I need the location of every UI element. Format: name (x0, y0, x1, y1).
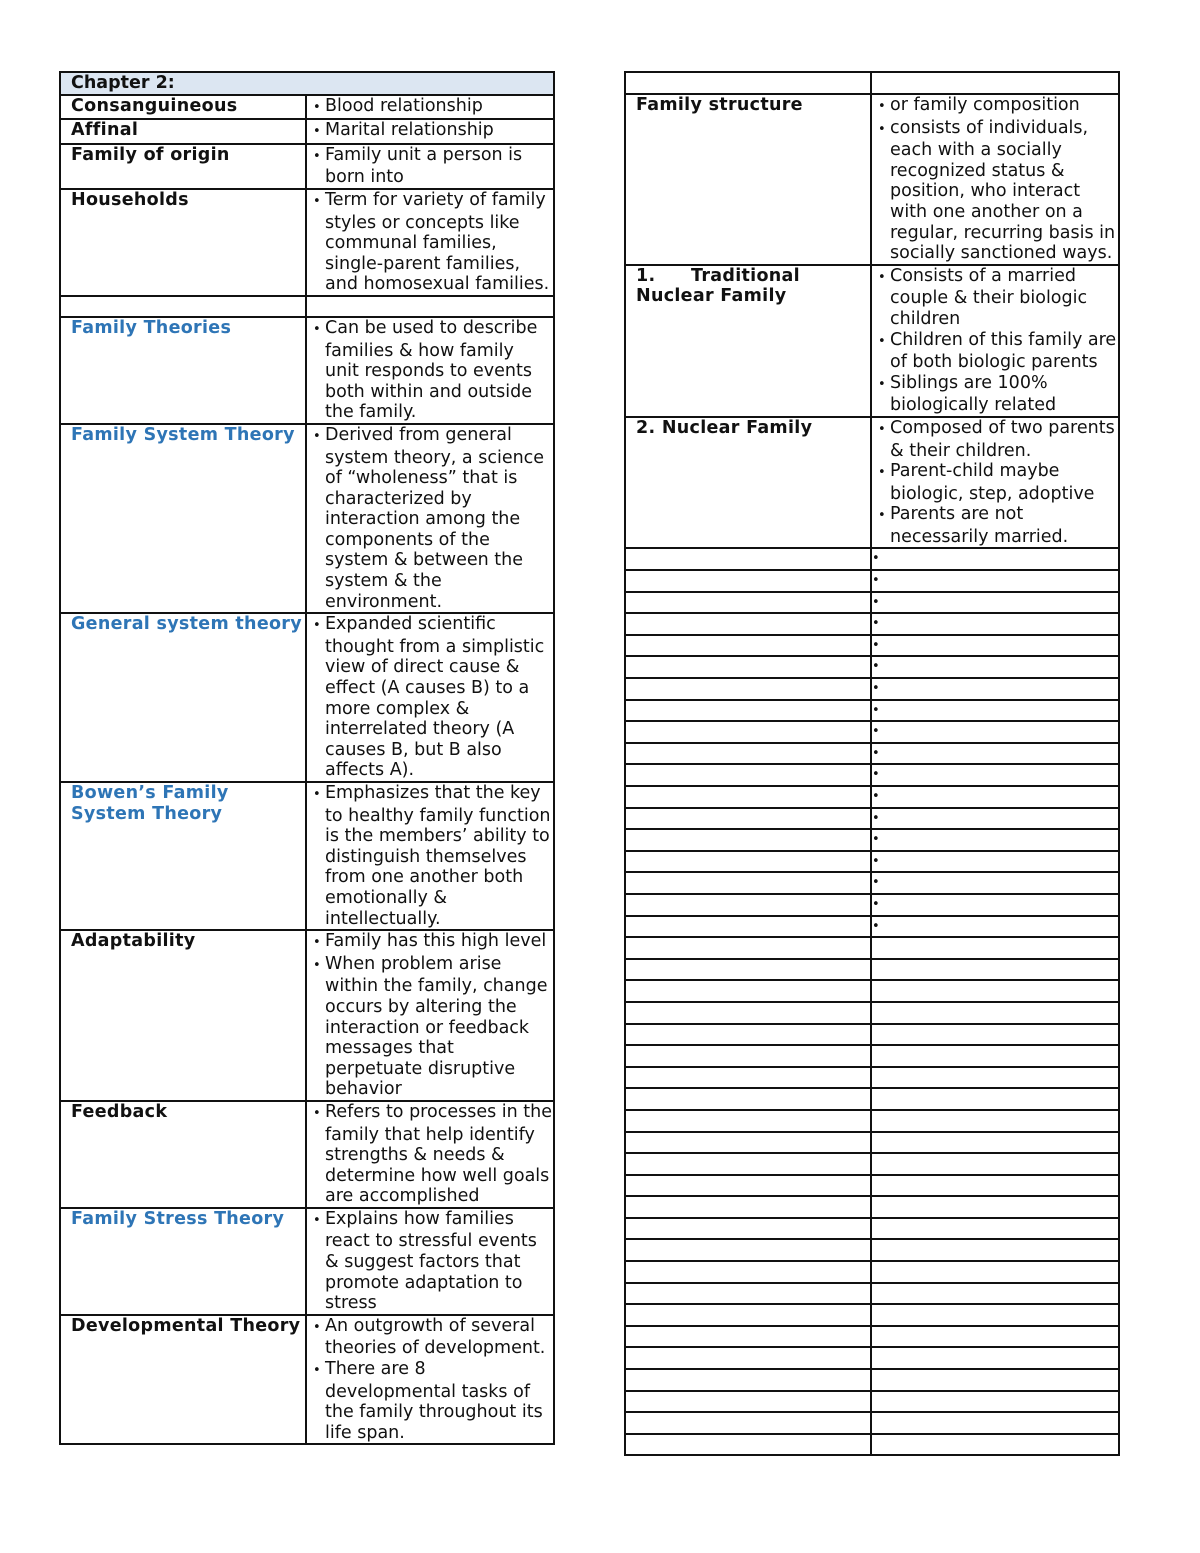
blank-cell (871, 1196, 1119, 1218)
bullet-marker: • (871, 700, 1119, 722)
empty-bullet-row (625, 656, 1119, 678)
bullet-marker: • (871, 829, 1119, 851)
blank-cell (625, 980, 871, 1002)
bullet-marker: • (871, 764, 1119, 786)
table-row (60, 1208, 554, 1315)
blank-cell (625, 808, 871, 830)
blank-cell (871, 1347, 1119, 1369)
blank-cell (625, 959, 871, 981)
blank-cell (871, 1326, 1119, 1348)
empty-row (625, 1304, 1119, 1326)
definition-cell (306, 317, 554, 424)
definition-cell (306, 296, 554, 317)
blank-cell (625, 592, 871, 614)
blank-cell (871, 937, 1119, 959)
empty-row (625, 959, 1119, 981)
table-row (60, 317, 554, 424)
blank-cell (625, 1045, 871, 1067)
bullet-item: • or family composition (874, 95, 1118, 118)
blank-cell (625, 1239, 871, 1261)
blank-cell (625, 678, 871, 700)
blank-cell (871, 959, 1119, 981)
bullet-marker: • (871, 894, 1119, 916)
empty-bullet-row (625, 743, 1119, 765)
bullet-marker: • (871, 743, 1119, 765)
bullet-item: • Consists of a married couple & their biologic children (874, 266, 1118, 330)
bullet-marker: • (871, 872, 1119, 894)
table-row (60, 782, 554, 930)
term-cell: Family structure (625, 94, 871, 265)
empty-row (625, 1412, 1119, 1434)
blank-cell (625, 1196, 871, 1218)
empty-row (625, 1434, 1119, 1456)
bullet-marker: • (871, 786, 1119, 808)
bullet-item: • An outgrowth of several theories of development. (309, 1316, 553, 1359)
bullet-item: • Refers to processes in the family that help identify strengths & needs & determine how well goals are accomplished (309, 1102, 553, 1207)
bullet-marker: • (871, 721, 1119, 743)
blank-cell (625, 1175, 871, 1197)
bullet-item: • Siblings are 100% biologically related (874, 373, 1118, 416)
bullet-item: • Can be used to describe families & how family unit responds to events both within and outside the family. (309, 318, 553, 423)
blank-cell (625, 894, 871, 916)
blank-cell (625, 570, 871, 592)
empty-bullet-row (625, 916, 1119, 938)
definition-cell (306, 424, 554, 613)
blank-cell (625, 916, 871, 938)
bullet-marker: • (871, 635, 1119, 657)
bullet-marker: • (871, 548, 1119, 570)
empty-row (625, 1347, 1119, 1369)
empty-row (625, 1002, 1119, 1024)
definition-cell (306, 119, 554, 144)
table-row (60, 930, 554, 1101)
blank-cell (871, 1132, 1119, 1154)
term-cell: Households (60, 189, 306, 296)
blank-cell (625, 764, 871, 786)
bullet-marker: • (871, 678, 1119, 700)
term-cell: Family of origin (60, 144, 306, 189)
bullet-item: • Children of this family are of both biologic parents (874, 330, 1118, 373)
blank-cell (871, 1239, 1119, 1261)
blank-cell (871, 1261, 1119, 1283)
empty-row (625, 1088, 1119, 1110)
empty-bullet-row (625, 786, 1119, 808)
empty-bullet-row (625, 851, 1119, 873)
bullet-item: • Composed of two parents & their children. (874, 418, 1118, 461)
empty-row (625, 1196, 1119, 1218)
blank-cell (625, 872, 871, 894)
definition-cell (306, 782, 554, 930)
empty-row (625, 1283, 1119, 1305)
blank-cell (625, 72, 871, 94)
bullet-item: • Family unit a person is born into (309, 145, 553, 188)
table-row (60, 189, 554, 296)
empty-bullet-row (625, 592, 1119, 614)
blank-cell (625, 1132, 871, 1154)
blank-cell (625, 743, 871, 765)
blank-cell (871, 1434, 1119, 1456)
blank-cell (625, 700, 871, 722)
bullet-marker: • (871, 613, 1119, 635)
blank-cell (871, 1045, 1119, 1067)
empty-row (625, 1024, 1119, 1046)
bullet-marker: • (871, 656, 1119, 678)
bullet-item: • Expanded scientific thought from a simplistic view of direct cause & effect (A causes B) to a more complex & interrelated theory (A causes B, but B also affects A). (309, 614, 553, 781)
definition-cell (306, 613, 554, 782)
empty-bullet-row (625, 894, 1119, 916)
bullet-item: • Parents are not necessarily married. (874, 504, 1118, 547)
empty-row (625, 1175, 1119, 1197)
blank-cell (625, 1153, 871, 1175)
blank-cell (625, 1067, 871, 1089)
blank-cell (871, 1002, 1119, 1024)
term-cell: 1. Traditional Nuclear Family (625, 265, 871, 417)
bullet-item: • consists of individuals, each with a socially recognized status & position, who interact with one another on a regular, recurring basis in socially sanctioned ways. (874, 118, 1118, 264)
header-blank-row (625, 72, 1119, 94)
table-row (625, 94, 1119, 265)
term-cell: General system theory (60, 613, 306, 782)
definition-cell (306, 1101, 554, 1208)
bullet-item: • Emphasizes that the key to healthy family function is the members’ ability to distinguish themselves from one another both emotionally & intellectually. (309, 783, 553, 929)
empty-row (625, 1110, 1119, 1132)
blank-cell (625, 635, 871, 657)
empty-row (625, 1391, 1119, 1413)
term-cell: Developmental Theory (60, 1315, 306, 1445)
empty-bullet-row (625, 808, 1119, 830)
bullet-item: • Term for variety of family styles or concepts like communal families, single-parent families, and homosexual families. (309, 190, 553, 295)
empty-row (625, 1132, 1119, 1154)
blank-cell (625, 1261, 871, 1283)
blank-cell (625, 1088, 871, 1110)
definition-cell (306, 1315, 554, 1445)
empty-row (625, 1153, 1119, 1175)
empty-bullet-row (625, 613, 1119, 635)
blank-cell (871, 1369, 1119, 1391)
empty-bullet-row (625, 700, 1119, 722)
blank-cell (871, 1110, 1119, 1132)
blank-cell (625, 937, 871, 959)
blank-cell (871, 1412, 1119, 1434)
blank-cell (625, 1369, 871, 1391)
definition-cell (306, 930, 554, 1101)
empty-bullet-row (625, 872, 1119, 894)
definition-cell (871, 265, 1119, 417)
chapter-title-row (60, 72, 554, 95)
table-row (60, 119, 554, 144)
bullet-marker: • (871, 916, 1119, 938)
table-row (625, 265, 1119, 417)
empty-row (625, 1369, 1119, 1391)
blank-cell (625, 1110, 871, 1132)
definition-cell (871, 94, 1119, 265)
term-cell (60, 296, 306, 317)
empty-bullet-row (625, 548, 1119, 570)
empty-bullet-row (625, 678, 1119, 700)
empty-row (625, 1326, 1119, 1348)
blank-cell (625, 1304, 871, 1326)
blank-cell (625, 1391, 871, 1413)
blank-cell (871, 1304, 1119, 1326)
bullet-item: • Marital relationship (309, 120, 553, 143)
blank-cell (625, 721, 871, 743)
blank-cell (625, 829, 871, 851)
blank-cell (625, 786, 871, 808)
term-cell: Feedback (60, 1101, 306, 1208)
empty-row (625, 937, 1119, 959)
blank-cell (871, 1067, 1119, 1089)
left-table (59, 71, 555, 1445)
table-row (60, 424, 554, 613)
blank-cell (625, 1326, 871, 1348)
blank-cell (625, 548, 871, 570)
term-cell: Family Theories (60, 317, 306, 424)
bullet-item: • There are 8 developmental tasks of the family throughout its life span. (309, 1359, 553, 1443)
blank-cell (871, 980, 1119, 1002)
term-cell: Consanguineous (60, 95, 306, 120)
bullet-item: • Parent-child maybe biologic, step, adoptive (874, 461, 1118, 504)
term-cell: Adaptability (60, 930, 306, 1101)
blank-cell (871, 1283, 1119, 1305)
empty-row (625, 980, 1119, 1002)
empty-row (625, 1218, 1119, 1240)
blank-cell (625, 1024, 871, 1046)
blank-cell (871, 1153, 1119, 1175)
blank-cell (625, 1218, 871, 1240)
definition-cell (306, 95, 554, 120)
bullet-marker: • (871, 808, 1119, 830)
blank-cell (625, 851, 871, 873)
term-cell: 2. Nuclear Family (625, 417, 871, 549)
chapter-title: Chapter 2: (60, 72, 554, 95)
bullet-marker: • (871, 592, 1119, 614)
blank-cell (625, 656, 871, 678)
definition-cell (306, 189, 554, 296)
table-row (60, 95, 554, 120)
bullet-item: • Derived from general system theory, a science of “wholeness” that is characterized by interaction among the components of the system & between the system & the environment. (309, 425, 553, 612)
blank-cell (871, 1088, 1119, 1110)
blank-cell (871, 1391, 1119, 1413)
blank-cell (625, 1434, 871, 1456)
right-table (624, 71, 1120, 1456)
bullet-item: • When problem arise within the family, change occurs by altering the interaction or feedback messages that perpetuate disruptive behavior (309, 954, 553, 1100)
table-row (60, 1101, 554, 1208)
blank-cell (871, 1175, 1119, 1197)
empty-row (625, 1045, 1119, 1067)
empty-row (625, 1261, 1119, 1283)
term-cell: Affinal (60, 119, 306, 144)
blank-cell (871, 1218, 1119, 1240)
blank-cell (625, 1412, 871, 1434)
term-cell: Bowen’s Family System Theory (60, 782, 306, 930)
empty-bullet-row (625, 721, 1119, 743)
blank-cell (625, 1283, 871, 1305)
definition-cell (871, 417, 1119, 549)
bullet-marker: • (871, 570, 1119, 592)
blank-cell (871, 72, 1119, 94)
empty-bullet-row (625, 570, 1119, 592)
definition-cell (306, 1208, 554, 1315)
blank-cell (625, 1002, 871, 1024)
table-row (60, 1315, 554, 1445)
table-row (625, 417, 1119, 549)
empty-bullet-row (625, 829, 1119, 851)
definition-cell (306, 144, 554, 189)
term-cell: Family System Theory (60, 424, 306, 613)
blank-cell (871, 1024, 1119, 1046)
empty-bullet-row (625, 764, 1119, 786)
term-cell: Family Stress Theory (60, 1208, 306, 1315)
table-row (60, 144, 554, 189)
bullet-item: • Family has this high level (309, 931, 553, 954)
table-row (60, 613, 554, 782)
empty-row (625, 1239, 1119, 1261)
bullet-item: • Blood relationship (309, 96, 553, 119)
blank-cell (625, 613, 871, 635)
bullet-marker: • (871, 851, 1119, 873)
table-row (60, 296, 554, 317)
empty-row (625, 1067, 1119, 1089)
empty-bullet-row (625, 635, 1119, 657)
blank-cell (625, 1347, 871, 1369)
bullet-item: • Explains how families react to stressful events & suggest factors that promote adaptation to stress (309, 1209, 553, 1314)
